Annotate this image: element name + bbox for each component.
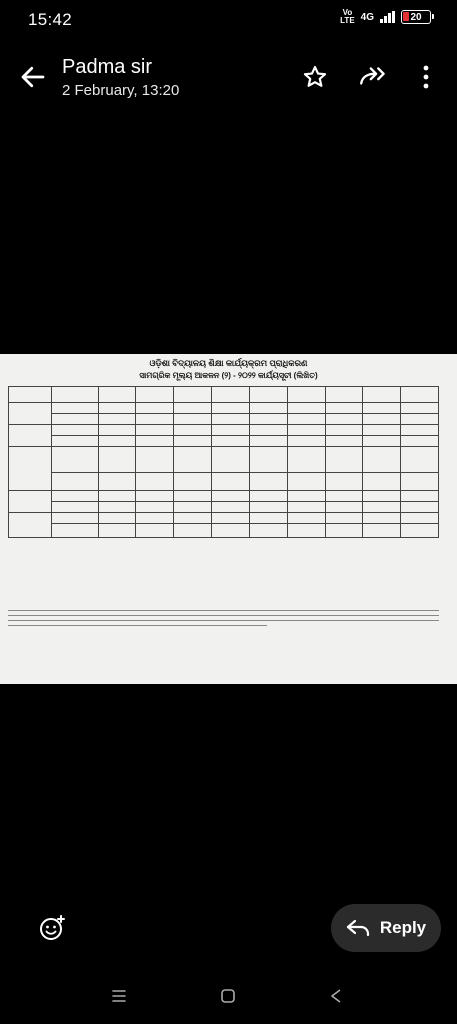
recent-apps-icon[interactable] [110, 987, 128, 1005]
emoji-add-icon[interactable] [38, 914, 66, 942]
star-outline-icon[interactable] [302, 64, 328, 90]
reply-arrow-icon [346, 919, 370, 937]
reply-label: Reply [379, 918, 427, 937]
system-nav-bar [0, 975, 457, 1019]
message-date: 2 February, 13:20 [62, 82, 180, 99]
app-bar [0, 48, 457, 112]
network-type: 4G [360, 11, 374, 23]
arrow-left-icon[interactable] [18, 62, 48, 92]
attached-photo[interactable] [0, 354, 457, 684]
battery-level: 20 [410, 11, 422, 23]
document-heading: ଓଡ଼ିଶା ବିଦ୍ୟାଳୟ ଶିକ୍ଷା କାର୍ଯ୍ୟକ୍ରମ ପ୍ରାଧିକରଣ [149, 358, 308, 368]
document-subheading: ସାମଗ୍ରିକ ମୂଲ୍ୟ ଆକଳନ (୨) - ୨୦୨୨ କାର୍ଯ୍ୟସୂଚୀ (ଲିଖିତ) [139, 371, 318, 380]
status-time: 15:42 [28, 10, 73, 29]
battery-fill [403, 12, 409, 21]
more-vert-icon[interactable] [420, 64, 432, 90]
signal-icon [380, 11, 395, 23]
battery-icon [401, 10, 431, 24]
schedule-table [8, 386, 439, 538]
status-bar [0, 0, 457, 40]
sender-name: Padma sir [62, 56, 153, 78]
volte-icon: Vo LTE [340, 8, 355, 25]
home-icon[interactable] [219, 987, 237, 1005]
document-footnote [8, 610, 439, 630]
nav-back-icon[interactable] [327, 987, 345, 1005]
reply-button[interactable] [331, 904, 441, 952]
double-forward-icon[interactable] [358, 64, 390, 90]
status-icons [340, 9, 431, 25]
